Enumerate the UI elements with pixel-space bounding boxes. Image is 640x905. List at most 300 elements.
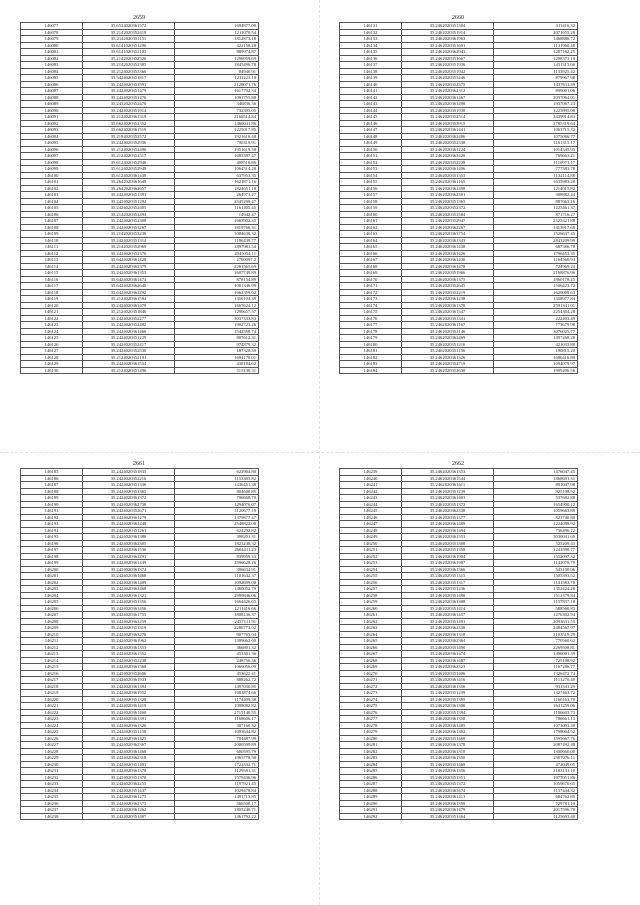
amount-cell: 1137444.32 — [494, 787, 578, 794]
code-cell: 35.2424020351365 — [83, 488, 175, 495]
table-row — [340, 367, 578, 374]
code-cell: 35.2424020362379 — [83, 263, 175, 270]
amount-cell: 3439914.83 — [494, 114, 578, 121]
amount-cell: 1142078.79 — [494, 560, 578, 567]
code-cell: 35.2462020351353 — [402, 172, 494, 179]
record-id-cell: 146080 — [21, 42, 83, 49]
amount-cell: 1683874.66 — [175, 690, 259, 697]
code-cell: 35.2424020361275 — [83, 794, 175, 801]
record-id-cell: 146289 — [340, 794, 402, 801]
code-cell: 35.2462020353915 — [402, 120, 494, 127]
code-cell: 35.2462020361474 — [402, 787, 494, 794]
amount-cell: 408516.86 — [175, 159, 259, 166]
amount-cell: 2525321.88 — [494, 218, 578, 225]
record-id-cell: 146156 — [340, 185, 402, 192]
code-cell: 35.2462020361403 — [402, 495, 494, 502]
amount-cell: 1287162.25 — [494, 49, 578, 56]
record-id-cell: 146160 — [340, 211, 402, 218]
amount-cell: 1141583.78 — [494, 579, 578, 586]
record-id-cell: 146252 — [340, 553, 402, 560]
amount-cell: 2769097.2 — [175, 257, 259, 264]
table-row — [340, 813, 578, 820]
record-id-cell: 146191 — [21, 508, 83, 515]
record-id-cell: 146142 — [340, 94, 402, 101]
code-cell: 35.2462020361441 — [402, 127, 494, 134]
record-id-cell: 146145 — [340, 114, 402, 121]
code-cell: 35.2462020361343 — [402, 237, 494, 244]
amount-cell: 1161405.45 — [175, 205, 259, 212]
record-id-cell: 146279 — [340, 729, 402, 736]
record-id-cell: 146100 — [21, 172, 83, 179]
code-cell: 35.2462020362406 — [402, 133, 494, 140]
record-id-cell: 146085 — [21, 75, 83, 82]
record-id-cell: 146227 — [21, 742, 83, 749]
record-id-cell: 146114 — [21, 263, 83, 270]
data-table — [20, 22, 259, 374]
amount-cell: 889974.87 — [175, 49, 259, 56]
amount-cell: 1326472.74 — [494, 670, 578, 677]
code-cell: 35.2462020363754 — [402, 231, 494, 238]
amount-cell: 732395.05 — [175, 107, 259, 114]
code-cell: 35.2462020351372 — [402, 781, 494, 788]
amount-cell: 687386.78 — [494, 244, 578, 251]
code-cell: 35.6624020361519 — [83, 127, 175, 134]
amount-cell: 1845496.78 — [175, 62, 259, 69]
code-cell: 35.2424020352530 — [83, 348, 175, 355]
amount-cell: 248756.36 — [175, 657, 259, 664]
code-cell: 35.2462020351351 — [402, 774, 494, 781]
record-id-cell: 146255 — [340, 573, 402, 580]
amount-cell: 84940.91 — [175, 68, 259, 75]
code-cell: 35.2424020361952 — [83, 690, 175, 697]
amount-cell: 513130.31 — [175, 367, 259, 374]
record-id-cell: 146182 — [340, 354, 402, 361]
data-table — [339, 22, 578, 374]
amount-cell: 566500.17 — [175, 800, 259, 807]
amount-cell: 1225895.08 — [494, 107, 578, 114]
record-id-cell: 146250 — [340, 540, 402, 547]
record-id-cell: 146240 — [340, 475, 402, 482]
code-cell: 35.2462020352228 — [402, 159, 494, 166]
amount-cell: 2999846.06 — [175, 592, 259, 599]
code-cell: 35.2432020352470 — [83, 101, 175, 108]
code-cell: 35.2462020361438 — [402, 244, 494, 251]
code-cell: 35.2424020362259 — [83, 618, 175, 625]
record-id-cell: 146086 — [21, 81, 83, 88]
amount-cell: 1211416.66 — [175, 605, 259, 612]
amount-cell: 1579436.96 — [175, 774, 259, 781]
code-cell: 35.2462020351938 — [402, 107, 494, 114]
code-cell: 35.2424020361352 — [83, 651, 175, 658]
code-cell: 35.2462020362301 — [402, 192, 494, 199]
code-cell: 35.2424020351914 — [83, 107, 175, 114]
code-cell: 35.2424020361279 — [83, 514, 175, 521]
amount-cell: 1294076.07 — [175, 501, 259, 508]
record-id-cell: 146203 — [21, 586, 83, 593]
code-cell: 35.2424020361353 — [83, 270, 175, 277]
amount-cell: 736496.22 — [494, 527, 578, 534]
record-id-cell: 146150 — [340, 146, 402, 153]
code-cell: 35.2642020362657 — [83, 185, 175, 192]
amount-cell: 1680416.80 — [494, 354, 578, 361]
code-cell: 35.2424020352417 — [83, 341, 175, 348]
amount-cell: 2548822.08 — [175, 521, 259, 528]
amount-cell: 1091755.88 — [175, 94, 259, 101]
amount-cell: 525209.43 — [494, 540, 578, 547]
code-cell: 35.2462020351216 — [402, 341, 494, 348]
record-id-cell: 146287 — [340, 781, 402, 788]
record-id-cell: 146116 — [21, 276, 83, 283]
record-id-cell: 146094 — [21, 133, 83, 140]
record-id-cell: 146220 — [21, 696, 83, 703]
record-id-cell: 146278 — [340, 722, 402, 729]
code-cell: 35.2462020361963 — [402, 36, 494, 43]
record-id-cell: 146087 — [21, 88, 83, 95]
code-cell: 35.2462020351464 — [402, 813, 494, 820]
code-cell: 35.2424020361466 — [83, 328, 175, 335]
record-id-cell: 146097 — [21, 153, 83, 160]
code-cell: 35.2424020361368 — [83, 664, 175, 671]
amount-cell: 588560.83 — [494, 605, 578, 612]
amount-cell: 2183131.10 — [494, 768, 578, 775]
amount-cell: 2286773.02 — [175, 625, 259, 632]
amount-cell: 891047.98 — [494, 482, 578, 489]
code-cell: 35.2424020352482 — [83, 322, 175, 329]
amount-cell: 2307076.11 — [494, 755, 578, 762]
code-cell: 35.2462020361428 — [402, 153, 494, 160]
amount-cell: 2128071.76 — [175, 81, 259, 88]
amount-cell: 1496081.39 — [494, 651, 578, 658]
record-id-cell: 146161 — [340, 218, 402, 225]
amount-cell: 2843209.99 — [494, 237, 578, 244]
record-id-cell: 146104 — [21, 198, 83, 205]
code-cell: 35.2462020351373 — [402, 501, 494, 508]
amount-cell: 1823248.32 — [175, 540, 259, 547]
record-id-cell: 146262 — [340, 618, 402, 625]
record-id-cell: 146223 — [21, 716, 83, 723]
code-cell: 35.2462020351498 — [402, 592, 494, 599]
code-cell: 35.2462020362312 — [402, 88, 494, 95]
amount-cell: 308882.44 — [494, 192, 578, 199]
record-id-cell: 146290 — [340, 800, 402, 807]
code-cell: 35.2462020352375 — [402, 81, 494, 88]
record-id-cell: 146177 — [340, 322, 402, 329]
record-id-cell: 146274 — [340, 696, 402, 703]
amount-cell: 264973.27 — [175, 192, 259, 199]
amount-cell: 1468886.72 — [494, 36, 578, 43]
record-id-cell: 146082 — [21, 55, 83, 62]
block-title: 2662 — [452, 461, 464, 467]
code-cell: 35.2462020351358 — [402, 547, 494, 554]
record-id-cell: 146159 — [340, 205, 402, 212]
record-id-cell: 146269 — [340, 664, 402, 671]
amount-cell: 1921616.48 — [175, 133, 259, 140]
code-cell: 35.6524020361572 — [83, 23, 175, 30]
amount-cell: 1685397.47 — [175, 153, 259, 160]
amount-cell: 1607749.89 — [175, 270, 259, 277]
amount-cell: 769663.21 — [494, 153, 578, 160]
amount-cell: 823740.80 — [494, 514, 578, 521]
code-cell: 35.2424020361391 — [83, 716, 175, 723]
data-table — [20, 468, 259, 820]
page-divider-horizontal — [0, 452, 640, 453]
amount-cell: 396634.91 — [175, 566, 259, 573]
record-id-cell: 146241 — [340, 482, 402, 489]
code-cell: 35.2462020351239 — [402, 690, 494, 697]
amount-cell: 190815.20 — [494, 348, 578, 355]
code-cell: 35.2462020361302 — [402, 729, 494, 736]
code-cell: 35.2424020351487 — [83, 813, 175, 820]
code-cell: 35.2462020361375 — [402, 276, 494, 283]
record-id-cell: 146090 — [21, 107, 83, 114]
code-cell: 35.2462020352645 — [402, 283, 494, 290]
amount-cell: 804600.85 — [175, 488, 259, 495]
record-id-cell: 146263 — [340, 625, 402, 632]
code-cell: 35.2424020361386 — [83, 534, 175, 541]
code-cell: 35.2462020361987 — [402, 560, 494, 567]
amount-cell: 2484567.97 — [494, 625, 578, 632]
record-id-cell: 146285 — [340, 768, 402, 775]
code-cell: 35.2424020361534 — [83, 361, 175, 368]
amount-cell: 1635983.28 — [494, 179, 578, 186]
code-cell: 35.2462020361350 — [402, 755, 494, 762]
amount-cell: 1796453.35 — [494, 250, 578, 257]
amount-cell: 2166514.84 — [175, 114, 259, 121]
code-cell: 35.2424020352405 — [83, 205, 175, 212]
amount-cell: 346836.36 — [175, 101, 259, 108]
record-id-cell: 146210 — [21, 631, 83, 638]
code-cell: 35.2462020351914 — [402, 29, 494, 36]
record-id-cell: 146277 — [340, 716, 402, 723]
amount-cell: 1694170.01 — [175, 354, 259, 361]
record-id-cell: 146163 — [340, 231, 402, 238]
code-cell: 35.2142020352526 — [83, 55, 175, 62]
record-id-cell: 146202 — [21, 579, 83, 586]
record-id-cell: 146209 — [21, 625, 83, 632]
amount-cell: 1664426.65 — [175, 599, 259, 606]
amount-cell: 1064514.28 — [175, 166, 259, 173]
record-id-cell: 146197 — [21, 547, 83, 554]
record-id-cell: 146204 — [21, 592, 83, 599]
code-cell: 35.2462020351406 — [402, 670, 494, 677]
code-cell: 35.2424020361372 — [83, 495, 175, 502]
record-id-cell: 146268 — [340, 657, 402, 664]
code-cell: 35.2462020361353 — [402, 469, 494, 476]
code-cell: 35.2462020361238 — [402, 296, 494, 303]
code-cell: 35.2462020361413 — [402, 794, 494, 801]
code-cell: 35.6141020351206 — [83, 42, 175, 49]
record-id-cell: 146270 — [340, 670, 402, 677]
record-id-cell: 146148 — [340, 133, 402, 140]
record-id-cell: 146147 — [340, 127, 402, 134]
amount-cell: 1208371.18 — [494, 55, 578, 62]
code-cell: 35.2462020351341 — [402, 315, 494, 322]
amount-cell: 1084630.32 — [175, 231, 259, 238]
record-id-cell: 146109 — [21, 231, 83, 238]
code-cell: 35.2462020351395 — [402, 696, 494, 703]
amount-cell: 537682.88 — [494, 495, 578, 502]
amount-cell: 2591341.01 — [494, 302, 578, 309]
code-cell: 35.2424020351479 — [83, 88, 175, 95]
amount-cell: 1860178.25 — [494, 276, 578, 283]
record-id-cell: 146170 — [340, 276, 402, 283]
code-cell: 35.2142020352385 — [83, 62, 175, 69]
code-cell: 35.2424020363276 — [83, 631, 175, 638]
amount-cell: 1663902.35 — [175, 218, 259, 225]
code-cell: 35.2462020361358 — [402, 716, 494, 723]
record-id-cell: 146101 — [21, 179, 83, 186]
amount-cell: 1075066.77 — [494, 133, 578, 140]
code-cell: 35.2462020361356 — [402, 683, 494, 690]
code-cell: 35.6424020362292 — [83, 289, 175, 296]
code-cell: 35.2424020362367 — [83, 742, 175, 749]
amount-cell: 453622.41 — [175, 670, 259, 677]
record-id-cell: 146167 — [340, 257, 402, 264]
amount-cell: 1225461.37 — [494, 205, 578, 212]
amount-cell: 1542358.74 — [175, 328, 259, 335]
record-id-cell: 146077 — [21, 23, 83, 30]
code-cell: 35.2462020361300 — [402, 703, 494, 710]
amount-cell: 790319.91 — [175, 140, 259, 147]
code-cell: 35.2462020361416 — [402, 677, 494, 684]
amount-cell: 1505393.52 — [494, 573, 578, 580]
amount-cell: 1824651.18 — [175, 185, 259, 192]
amount-cell: 1125693.40 — [494, 813, 578, 820]
code-cell: 35.6124020361438 — [83, 172, 175, 179]
code-cell: 35.2462020361426 — [402, 250, 494, 257]
amount-cell: 311416.32 — [494, 23, 578, 30]
amount-cell: 1094079.97 — [494, 361, 578, 368]
record-id-cell: 146124 — [21, 328, 83, 335]
amount-cell: 1999206.56 — [494, 367, 578, 374]
code-cell: 35.2194020352572 — [83, 133, 175, 140]
amount-cell: 770560.62 — [494, 638, 578, 645]
record-id-cell: 146119 — [21, 296, 83, 303]
amount-cell: 2045054.11 — [175, 250, 259, 257]
code-cell: 35.2462020361165 — [402, 179, 494, 186]
record-id-cell: 146175 — [340, 309, 402, 316]
amount-cell: 1352424.28 — [494, 586, 578, 593]
record-id-cell: 146111 — [21, 244, 83, 251]
amount-cell: 1466041.86 — [175, 120, 259, 127]
record-id-cell: 146276 — [340, 709, 402, 716]
record-id-cell: 146272 — [340, 683, 402, 690]
code-cell: 35.2462020362469 — [402, 335, 494, 342]
code-cell: 35.2462020361479 — [402, 807, 494, 814]
code-cell: 35.6424020362640 — [83, 283, 175, 290]
amount-cell: 1157837.18 — [494, 599, 578, 606]
record-id-cell: 146233 — [21, 781, 83, 788]
code-cell: 35.2462020361353 — [402, 534, 494, 541]
amount-cell: 1552097.32 — [494, 553, 578, 560]
code-cell: 35.2462020351315 — [402, 573, 494, 580]
code-cell: 35.2462020351239 — [402, 488, 494, 495]
code-cell: 35.2424020361262 — [83, 807, 175, 814]
amount-cell: 2037064.01 — [494, 94, 578, 101]
amount-cell: 1497268.28 — [494, 335, 578, 342]
code-cell: 35.2424020351261 — [83, 527, 175, 534]
code-cell: 35.2424020351336 — [83, 482, 175, 489]
amount-cell: 1617702.34 — [175, 88, 259, 95]
record-id-cell: 146178 — [340, 328, 402, 335]
code-cell: 35.2462020361485 — [402, 722, 494, 729]
code-cell: 35.2424020361378 — [83, 768, 175, 775]
amount-cell: 1093644.82 — [175, 729, 259, 736]
amount-cell: 888262.72 — [175, 677, 259, 684]
record-id-cell: 146244 — [340, 501, 402, 508]
code-cell: 35.2462020362323 — [402, 664, 494, 671]
record-id-cell: 146144 — [340, 107, 402, 114]
code-cell: 35.2142020352419 — [83, 29, 175, 36]
amount-cell: 472049.05 — [494, 761, 578, 768]
code-cell: 35.2462020362338 — [402, 625, 494, 632]
record-id-cell: 146081 — [21, 49, 83, 56]
record-id-cell: 146179 — [340, 335, 402, 342]
code-cell: 35.2424020351491 — [83, 761, 175, 768]
record-id-cell: 146108 — [21, 224, 83, 231]
code-cell: 35.2462020351236 — [402, 586, 494, 593]
amount-cell: 1296959.69 — [175, 55, 259, 62]
code-cell: 35.2462020361474 — [402, 651, 494, 658]
record-id-cell: 146138 — [340, 68, 402, 75]
amount-cell: 1620009.63 — [494, 289, 578, 296]
amount-cell: 1160163.70 — [494, 696, 578, 703]
code-cell: 35.2424020352606 — [83, 670, 175, 677]
code-cell: 35.2462020361378 — [402, 742, 494, 749]
table-block-4 — [339, 460, 577, 820]
amount-cell: 1476047.45 — [494, 469, 578, 476]
amount-cell: 796668.70 — [175, 495, 259, 502]
record-id-cell: 146211 — [21, 638, 83, 645]
record-id-cell: 146099 — [21, 166, 83, 173]
amount-cell: 1497030.85 — [175, 683, 259, 690]
record-id-cell: 146267 — [340, 651, 402, 658]
amount-cell: 1081346.99 — [175, 283, 259, 290]
amount-cell: 1063715.32 — [494, 127, 578, 134]
amount-cell: 786661.13 — [494, 716, 578, 723]
record-id-cell: 146096 — [21, 146, 83, 153]
record-id-cell: 146139 — [340, 75, 402, 82]
amount-cell: 1595667.76 — [494, 735, 578, 742]
code-cell: 35.2462020351469 — [402, 761, 494, 768]
record-id-cell: 146173 — [340, 296, 402, 303]
amount-cell: 777583.78 — [494, 166, 578, 173]
record-id-cell: 146213 — [21, 651, 83, 658]
amount-cell: 438184.62 — [175, 361, 259, 368]
record-id-cell: 146215 — [21, 664, 83, 671]
record-id-cell: 146168 — [340, 263, 402, 270]
amount-cell: 1431313.66 — [494, 62, 578, 69]
record-id-cell: 146137 — [340, 62, 402, 69]
record-id-cell: 146120 — [21, 302, 83, 309]
code-cell: 35.2462020361904 — [402, 553, 494, 560]
code-cell: 35.2462020361494 — [402, 527, 494, 534]
record-id-cell: 146292 — [340, 813, 402, 820]
record-id-cell: 146188 — [21, 488, 83, 495]
record-id-cell: 146239 — [340, 469, 402, 476]
record-id-cell: 146230 — [21, 761, 83, 768]
amount-cell: 1399662.60 — [175, 638, 259, 645]
code-cell: 35.2462020361378 — [402, 302, 494, 309]
record-id-cell: 146180 — [340, 341, 402, 348]
code-cell: 35.2462020361498 — [402, 185, 494, 192]
record-id-cell: 146171 — [340, 283, 402, 290]
record-id-cell: 146103 — [21, 192, 83, 199]
code-cell: 35.2142020352494 — [83, 211, 175, 218]
code-cell: 35.2462020361406 — [402, 166, 494, 173]
amount-cell: 2345299.47 — [175, 198, 259, 205]
record-id-cell: 146256 — [340, 579, 402, 586]
